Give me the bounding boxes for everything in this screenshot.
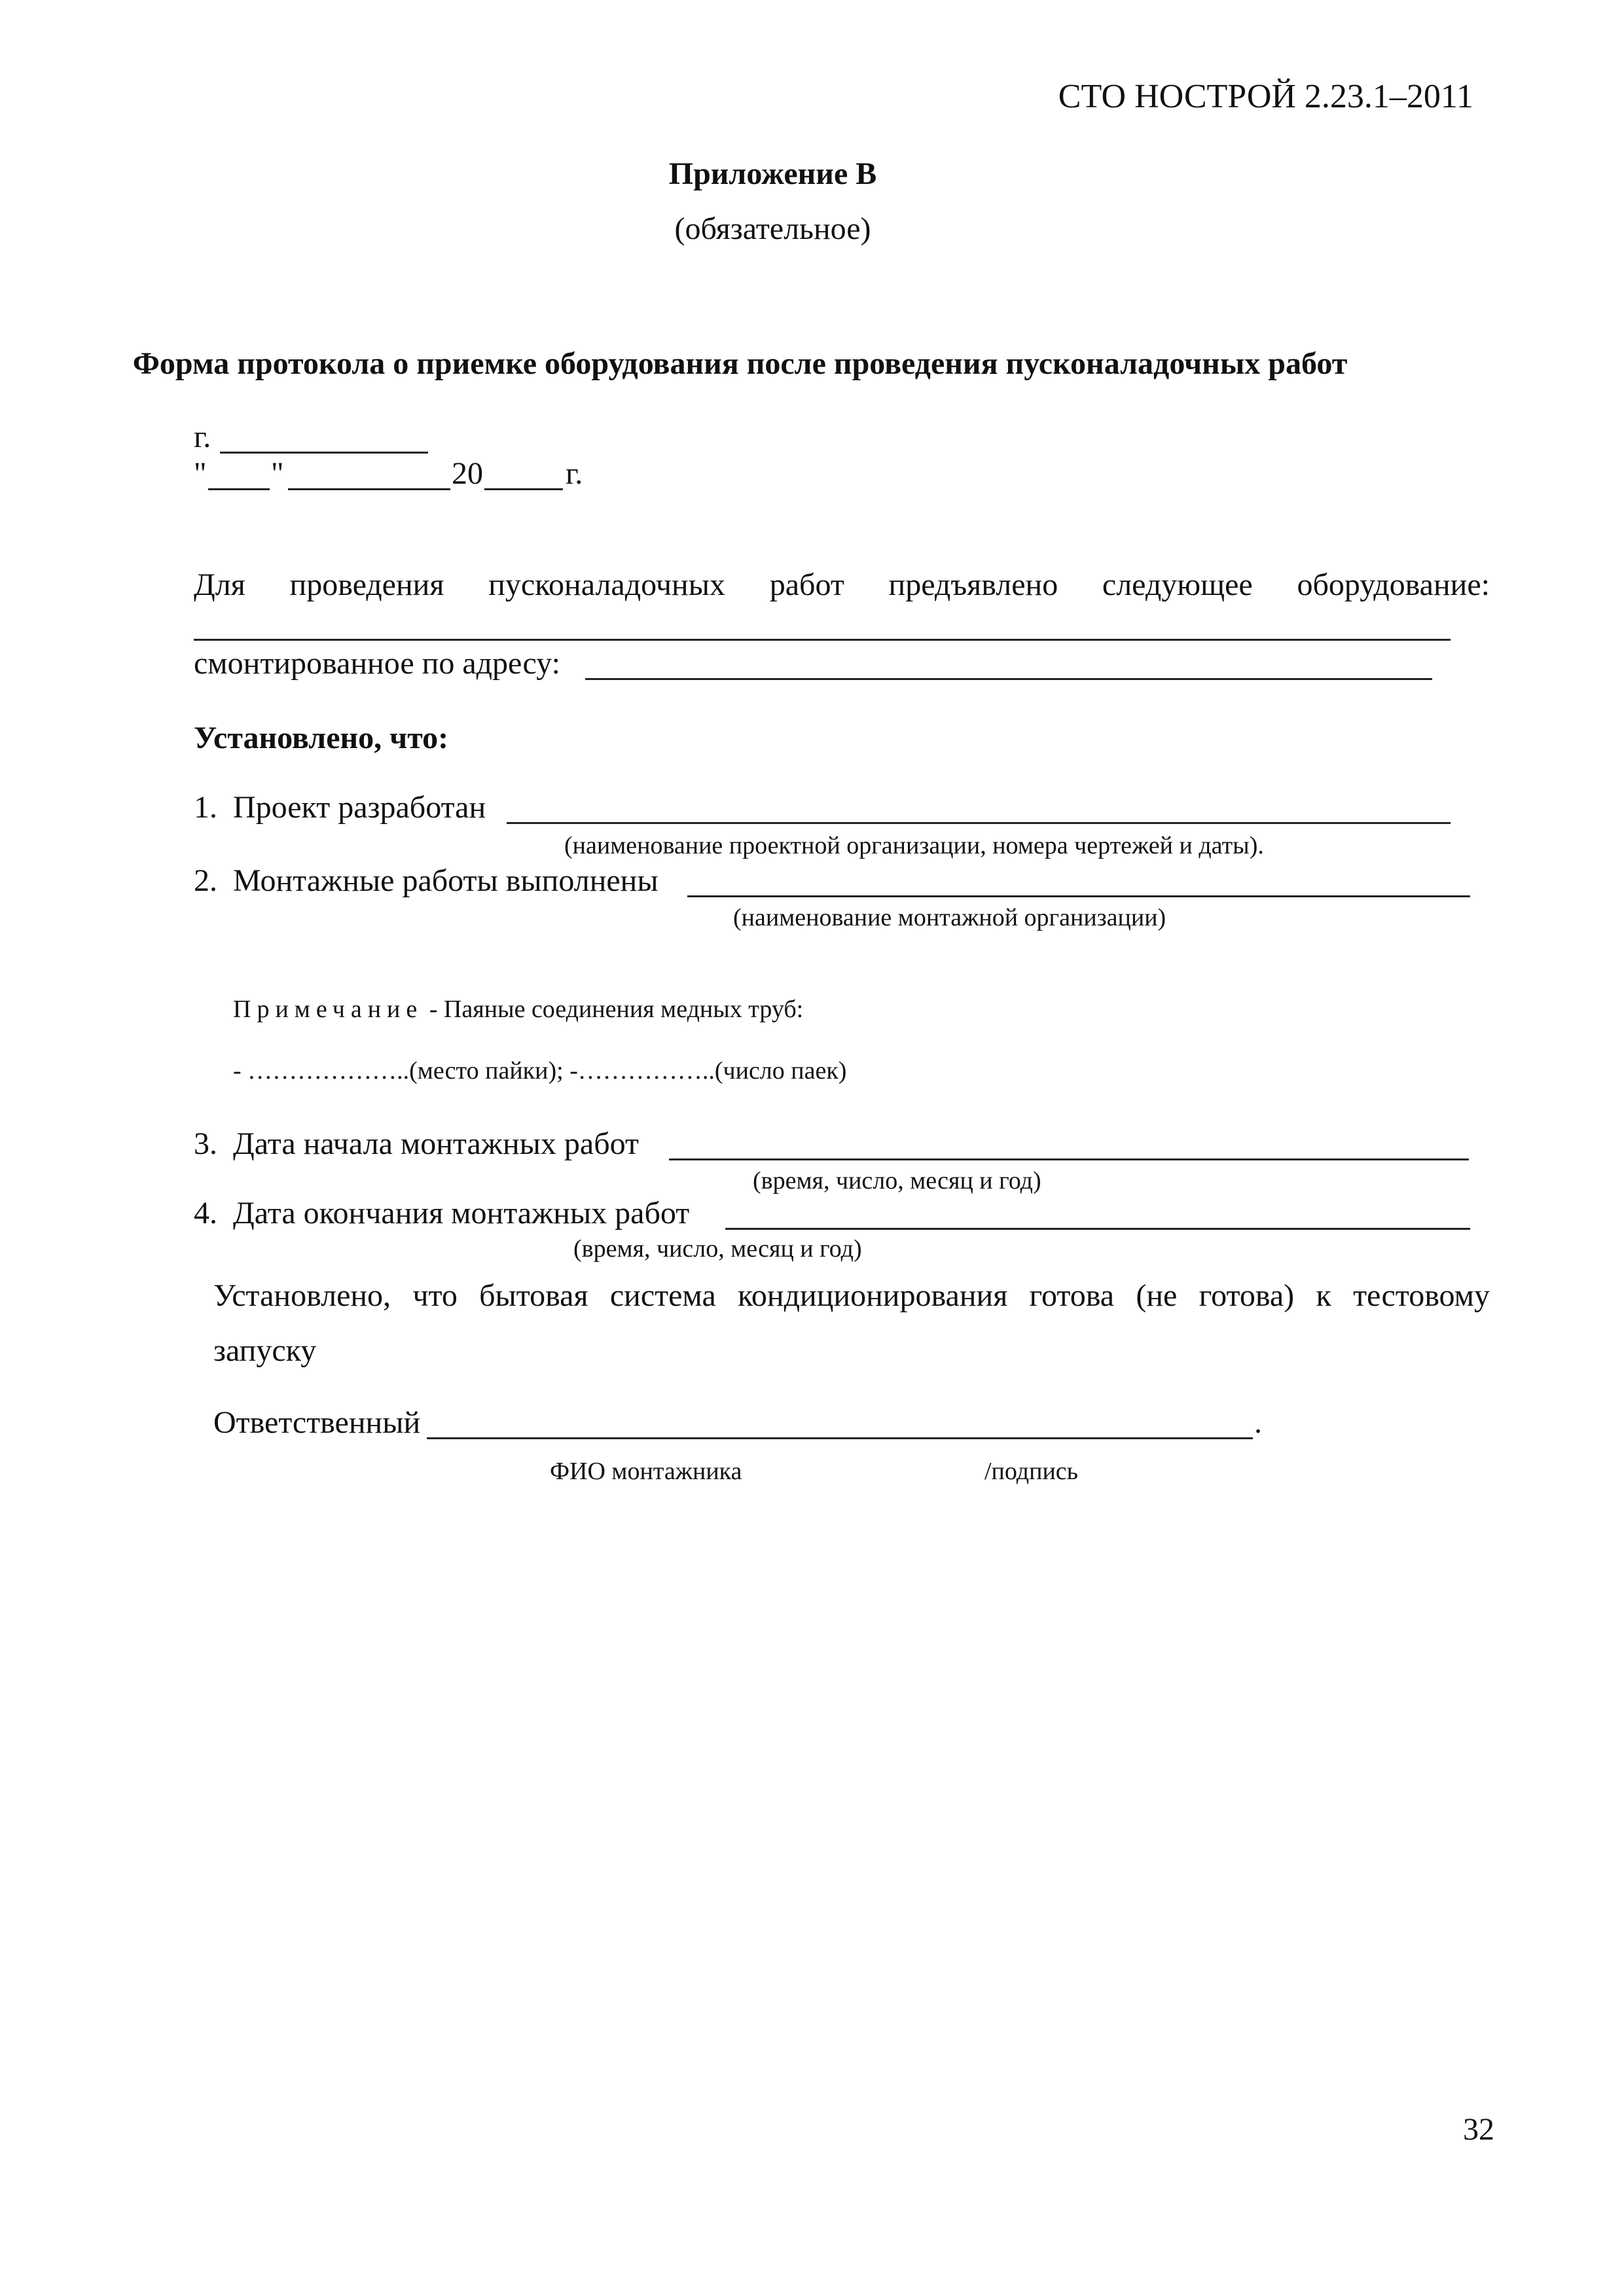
item-hint: (наименование монтажной организации) bbox=[733, 904, 1166, 931]
item-number: 1. bbox=[194, 790, 217, 825]
conclusion-word: бытовая bbox=[479, 1278, 588, 1313]
note bbox=[233, 995, 803, 1024]
appendix-status: (обязательное) bbox=[674, 211, 871, 246]
note-text: - Паяные соединения медных труб: bbox=[429, 996, 804, 1023]
conclusion-word: (не bbox=[1136, 1278, 1178, 1313]
intro-word: проведения bbox=[289, 567, 444, 602]
appendix-title: Приложение В bbox=[668, 156, 877, 191]
responsible-field[interactable] bbox=[427, 1437, 1253, 1439]
equipment-intro bbox=[194, 567, 1490, 603]
intro-word: Для bbox=[194, 567, 245, 602]
note-label: Примечание bbox=[233, 996, 424, 1023]
item-number: 4. bbox=[194, 1196, 217, 1230]
conclusion-word: система bbox=[609, 1278, 716, 1313]
item-label: Дата начала монтажных работ bbox=[233, 1126, 639, 1161]
form-title: Форма протокола о приемке оборудования после проведения пусконаладочных работ bbox=[132, 346, 1348, 381]
intro-word: предъявлено bbox=[888, 567, 1058, 602]
date-year-field[interactable] bbox=[484, 488, 563, 490]
date-quote-open: " bbox=[194, 456, 207, 491]
date-month-field[interactable] bbox=[288, 488, 450, 490]
installation-contractor-field[interactable] bbox=[687, 895, 1470, 897]
address-label: смонтированное по адресу: bbox=[194, 646, 560, 681]
item-label: Проект разработан bbox=[233, 790, 486, 825]
conclusion-word: тестовому bbox=[1353, 1278, 1490, 1313]
signature-sign-hint: /подпись bbox=[984, 1458, 1079, 1485]
note-detail: - ………………..(место пайки); -……………..(число паек) bbox=[233, 1057, 847, 1085]
item-label: Монтажные работы выполнены bbox=[233, 863, 659, 898]
conclusion-word: Установлено, bbox=[213, 1278, 391, 1313]
signature-name-hint: ФИО монтажника bbox=[550, 1458, 742, 1485]
item-hint: (время, число, месяц и год) bbox=[573, 1235, 862, 1263]
conclusion-word: готова) bbox=[1199, 1278, 1295, 1313]
date-year-suffix: г. bbox=[566, 456, 583, 491]
conclusion bbox=[213, 1278, 1490, 1314]
address-field[interactable] bbox=[585, 678, 1432, 680]
item-hint: (наименование проектной организации, номера чертежей и даты). bbox=[564, 832, 1264, 859]
end-date-field[interactable] bbox=[725, 1228, 1470, 1230]
intro-word: оборудование: bbox=[1297, 567, 1490, 602]
conclusion-word: готова bbox=[1029, 1278, 1115, 1313]
intro-word: пусконаладочных bbox=[488, 567, 725, 602]
date-day-field[interactable] bbox=[208, 488, 270, 490]
conclusion-word: к bbox=[1316, 1278, 1331, 1313]
conclusion-tail: запуску bbox=[213, 1333, 317, 1368]
date-quote-close: " bbox=[271, 456, 284, 491]
city-prefix: г. bbox=[194, 420, 211, 454]
conclusion-word: кондиционирования bbox=[738, 1278, 1008, 1313]
established-heading: Установлено, что: bbox=[194, 721, 449, 755]
document-code: СТО НОСТРОЙ 2.23.1–2011 bbox=[1058, 78, 1473, 115]
item-hint: (время, число, месяц и год) bbox=[753, 1167, 1041, 1194]
item-number: 3. bbox=[194, 1126, 217, 1161]
responsible-end: . bbox=[1254, 1405, 1262, 1440]
conclusion-word: что bbox=[412, 1278, 458, 1313]
start-date-field[interactable] bbox=[669, 1158, 1469, 1160]
intro-word: следующее bbox=[1102, 567, 1253, 602]
item-number: 2. bbox=[194, 863, 217, 898]
responsible-label: Ответственный bbox=[213, 1405, 421, 1440]
intro-word: работ bbox=[769, 567, 844, 602]
equipment-field[interactable] bbox=[194, 639, 1451, 641]
item-label: Дата окончания монтажных работ bbox=[233, 1196, 690, 1230]
date-year-prefix: 20 bbox=[452, 456, 483, 491]
city-field[interactable] bbox=[220, 452, 428, 454]
project-developer-field[interactable] bbox=[507, 822, 1451, 824]
page-number: 32 bbox=[1463, 2112, 1494, 2147]
